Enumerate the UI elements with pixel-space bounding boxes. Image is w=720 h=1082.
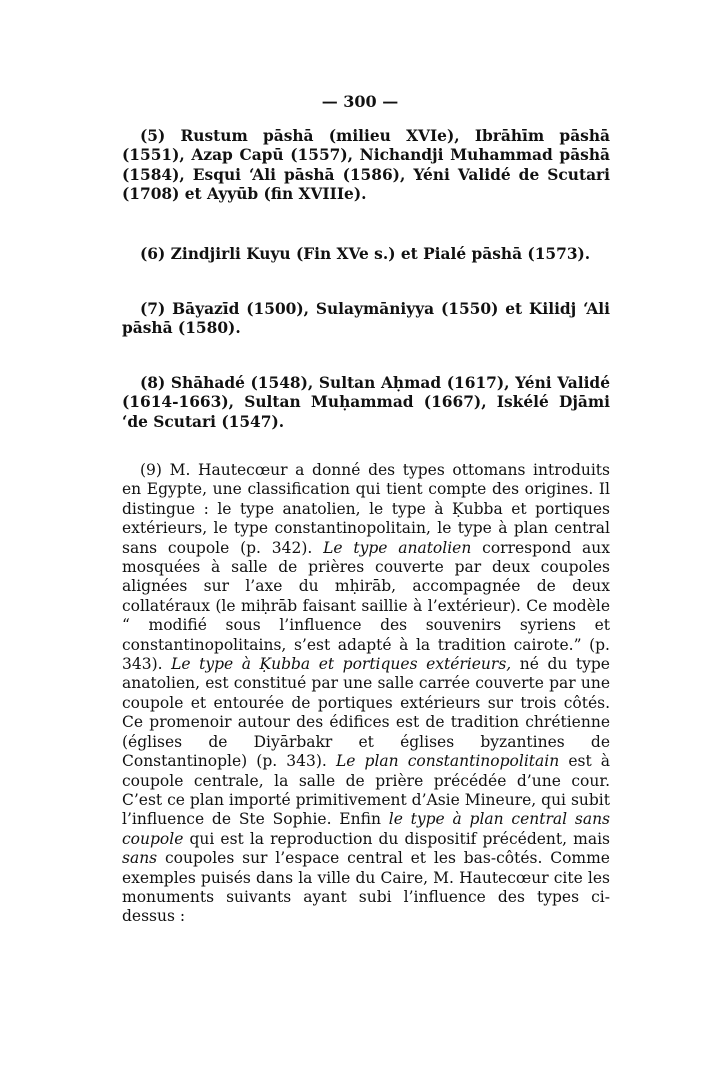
footnote-9-italic-sans: sans	[122, 849, 158, 868]
footnote-9-text-6: coupoles sur l’espace central et les bas-côtés. Comme exemples puisés dans la ville du Caire, M. Hautecœur cite les monuments suivants ayant subi l’influence des types ci-dessus :	[122, 849, 610, 926]
footnote-9	[122, 461, 610, 927]
footnote-7: (7) Bāyazīd (1500), Sulaymāniyya (1550) et Kilidj ‘Ali pāshā (1580).	[122, 300, 610, 338]
footnote-9-italic-plan-central: le type à plan central sans coupole	[122, 810, 611, 848]
footnote-9-text-2: correspond aux mosquées à salle de prières couverte par deux coupoles alignées sur l’axe du mḥirāb, accompagnée de deux collatéraux (le miḥrāb faisant saillie à l’extérieur). Ce modèle “ modifié sous l’influence des souvenirs syriens et constantinopolitains, s’est adapté à la tradition cairote.” (p. 343).	[122, 538, 611, 674]
page-number: — 300 —	[321, 92, 399, 111]
footnote-9-text-3: né du type anatolien, est constitué par une salle carrée couverte par une coupole et entourée de portiques extérieurs sur trois côtés. Ce promenoir autour des édifices est de tradition chrétienne (églises de Diyārbakr et églises byzantines de Constantinople) (p. 343).	[122, 655, 610, 771]
footnote-8: (8) Shāhadé (1548), Sultan Aḥmad (1617), Yéni Validé (1614-1663), Sultan Muḥammad (1667), Iskélé Djāmi ‘de Scutari (1547).	[122, 374, 610, 431]
footnote-9-italic-constantinopolitain: Le plan constantinopolitain	[335, 752, 560, 771]
footnote-9-italic-kubba: Le type à Ḳubba et portiques extérieurs,	[171, 655, 512, 674]
footnote-6: (6) Zindjirli Kuyu (Fin XVe s.) et Pialé pāshā (1573).	[140, 245, 591, 263]
footnote-9-text-4: est à coupole centrale, la salle de prière précédée d’une cour. C’est ce plan importé primitivement d’Asie Mineure, qui subit l’influence de Ste Sophie. Enfin	[122, 752, 611, 829]
footnote-9-italic-anatolien: Le type anatolien	[323, 538, 472, 557]
footnote-9-text-5: qui est la reproduction du dispositif précédent, mais	[189, 829, 610, 848]
footnote-5: (5) Rustum pāshā (milieu XVIe), Ibrāhīm pāshā (1551), Azap Capū (1557), Nichandji Muhammad pāshā (1584), Esqui ‘Ali pāshā (1586), Yéni Validé de Scutari (1708) et Ayyūb (fin XVIIIe).	[122, 127, 610, 203]
footnote-9-text-1: (9) M. Hautecœur a donné des types ottomans introduits en Egypte, une classification qui tient compte des origines. Il distingue : le type anatolien, le type à Ḳubba et portiques extérieurs, le type constantinopolitain, le type à plan central sans coupole (p. 342).	[122, 461, 610, 557]
